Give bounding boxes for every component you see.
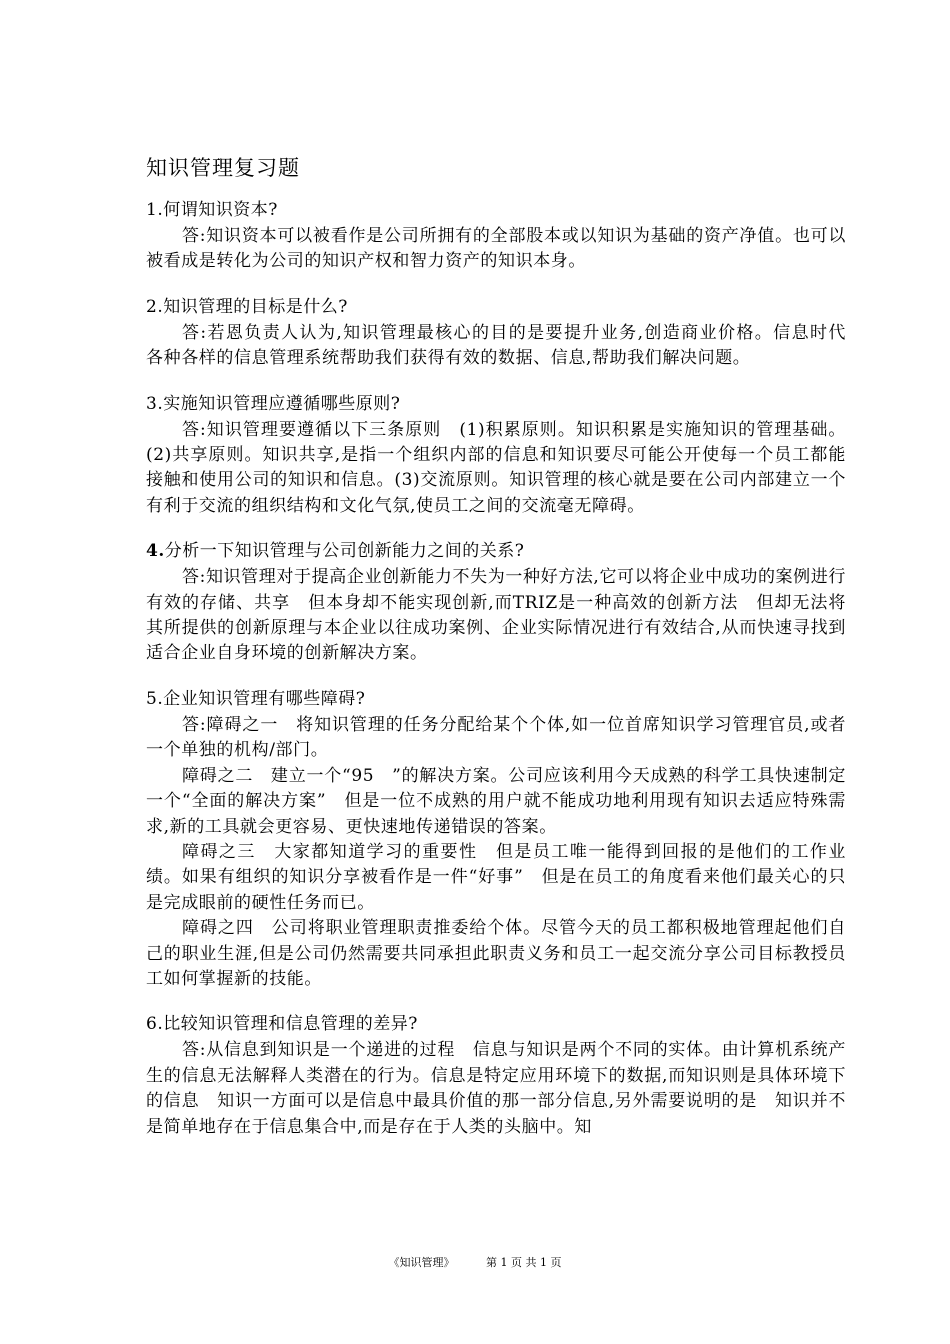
- section-1: [146, 196, 846, 275]
- section-5: [146, 685, 846, 992]
- question-2: 2.知识管理的目标是什么?: [146, 296, 348, 317]
- footer-page-info: 第 1 页 共 1 页: [486, 1256, 562, 1269]
- question-1: 1.何谓知识资本?: [146, 200, 278, 220]
- page-title: 知识管理复习题: [146, 156, 300, 180]
- document-body: [146, 196, 864, 1140]
- answer-5-obstacle-1: 答:障碍之一 将知识管理的任务分配给某个个体,如一位首席知识学习管理官员,或者一个单独的机构/部门。: [146, 714, 846, 761]
- page-footer: [0, 1254, 950, 1270]
- question-6: 6.比较知识管理和信息管理的差异?: [146, 1014, 418, 1035]
- section-2: [146, 293, 864, 372]
- question-4-number: 4.: [146, 541, 165, 562]
- section-4: [146, 537, 846, 667]
- answer-4: 答:知识管理对于提高企业创新能力不失为一种好方法,它可以将企业中成功的案例进行有效的存储、共享 但本身却不能实现创新,而TRIZ是一种高效的创新方法 但却无法将其所提供的创新原理与本企业以往成功案例、企业实际情况进行有效结合,从而快速寻找到适合企业自身环境的创新解决方案。: [146, 567, 846, 664]
- question-4: [146, 537, 846, 565]
- answer-5-obstacle-2: 障碍之二 建立一个“95 ”的解决方案。公司应该利用今天成熟的科学工具快速制定一个“全面的解决方案” 但是一位不成熟的用户就不能成功地利用现有知识去适应特殊需求,新的工具就会更容易、更快速地传递错误的答案。: [146, 765, 846, 837]
- section-3: [146, 390, 846, 520]
- question-5: 5.企业知识管理有哪些障碍?: [146, 688, 366, 709]
- answer-6: 答:从信息到知识是一个递进的过程 信息与知识是两个不同的实体。由计算机系统产生的信息无法解释人类潜在的行为。信息是特定应用环境下的数据,而知识则是具体环境下的信息 知识一方面可以是信息中最具价值的那一部分信息,另外需要说明的是 知识并不是简单地存在于信息集合中,而是存在于人类的头脑中。知: [146, 1040, 846, 1137]
- section-6: [146, 1010, 846, 1140]
- question-3: 3.实施知识管理应遵循哪些原则?: [146, 393, 401, 414]
- question-4-text: 分析一下知识管理与公司创新能力之间的关系?: [164, 541, 525, 562]
- footer-book-title: 《知识管理》: [388, 1256, 455, 1269]
- answer-2: 答:若恩负责人认为,知识管理最核心的目的是要提升业务,创造商业价格。信息时代 各种各样的信息管理系统帮助我们获得有效的数据、信息,帮助我们解决问题。: [146, 322, 864, 369]
- answer-5-obstacle-4: 障碍之四 公司将职业管理职责推委给个体。尽管今天的员工都积极地管理起他们自己的职业生涯,但是公司仍然需要共同承担此职责义务和员工一起交流分享公司目标教授员工如何掌握新的技能。: [146, 918, 846, 989]
- answer-1: 答:知识资本可以被看作是公司所拥有的全部股本或以知识为基础的资产净值。也可以被看成是转化为公司的知识产权和智力资产的知识本身。: [146, 226, 846, 272]
- answer-3: 答:知识管理要遵循以下三条原则 (1)积累原则。知识积累是实施知识的管理基础。(2)共享原则。知识共享,是指一个组织内部的信息和知识要尽可能公开使每一个员工都能接触和使用公司的知识和信息。(3)交流原则。知识管理的核心就是要在公司内部建立一个有利于交流的组织结构和文化气氛,使员工之间的交流毫无障碍。: [146, 419, 846, 516]
- answer-5-obstacle-3: 障碍之三 大家都知道学习的重要性 但是员工唯一能得到回报的是他们的工作业绩。如果有组织的知识分享被看作是一件“好事” 但是在员工的角度看来他们最关心的只是完成眼前的硬性任务而已。: [146, 841, 846, 913]
